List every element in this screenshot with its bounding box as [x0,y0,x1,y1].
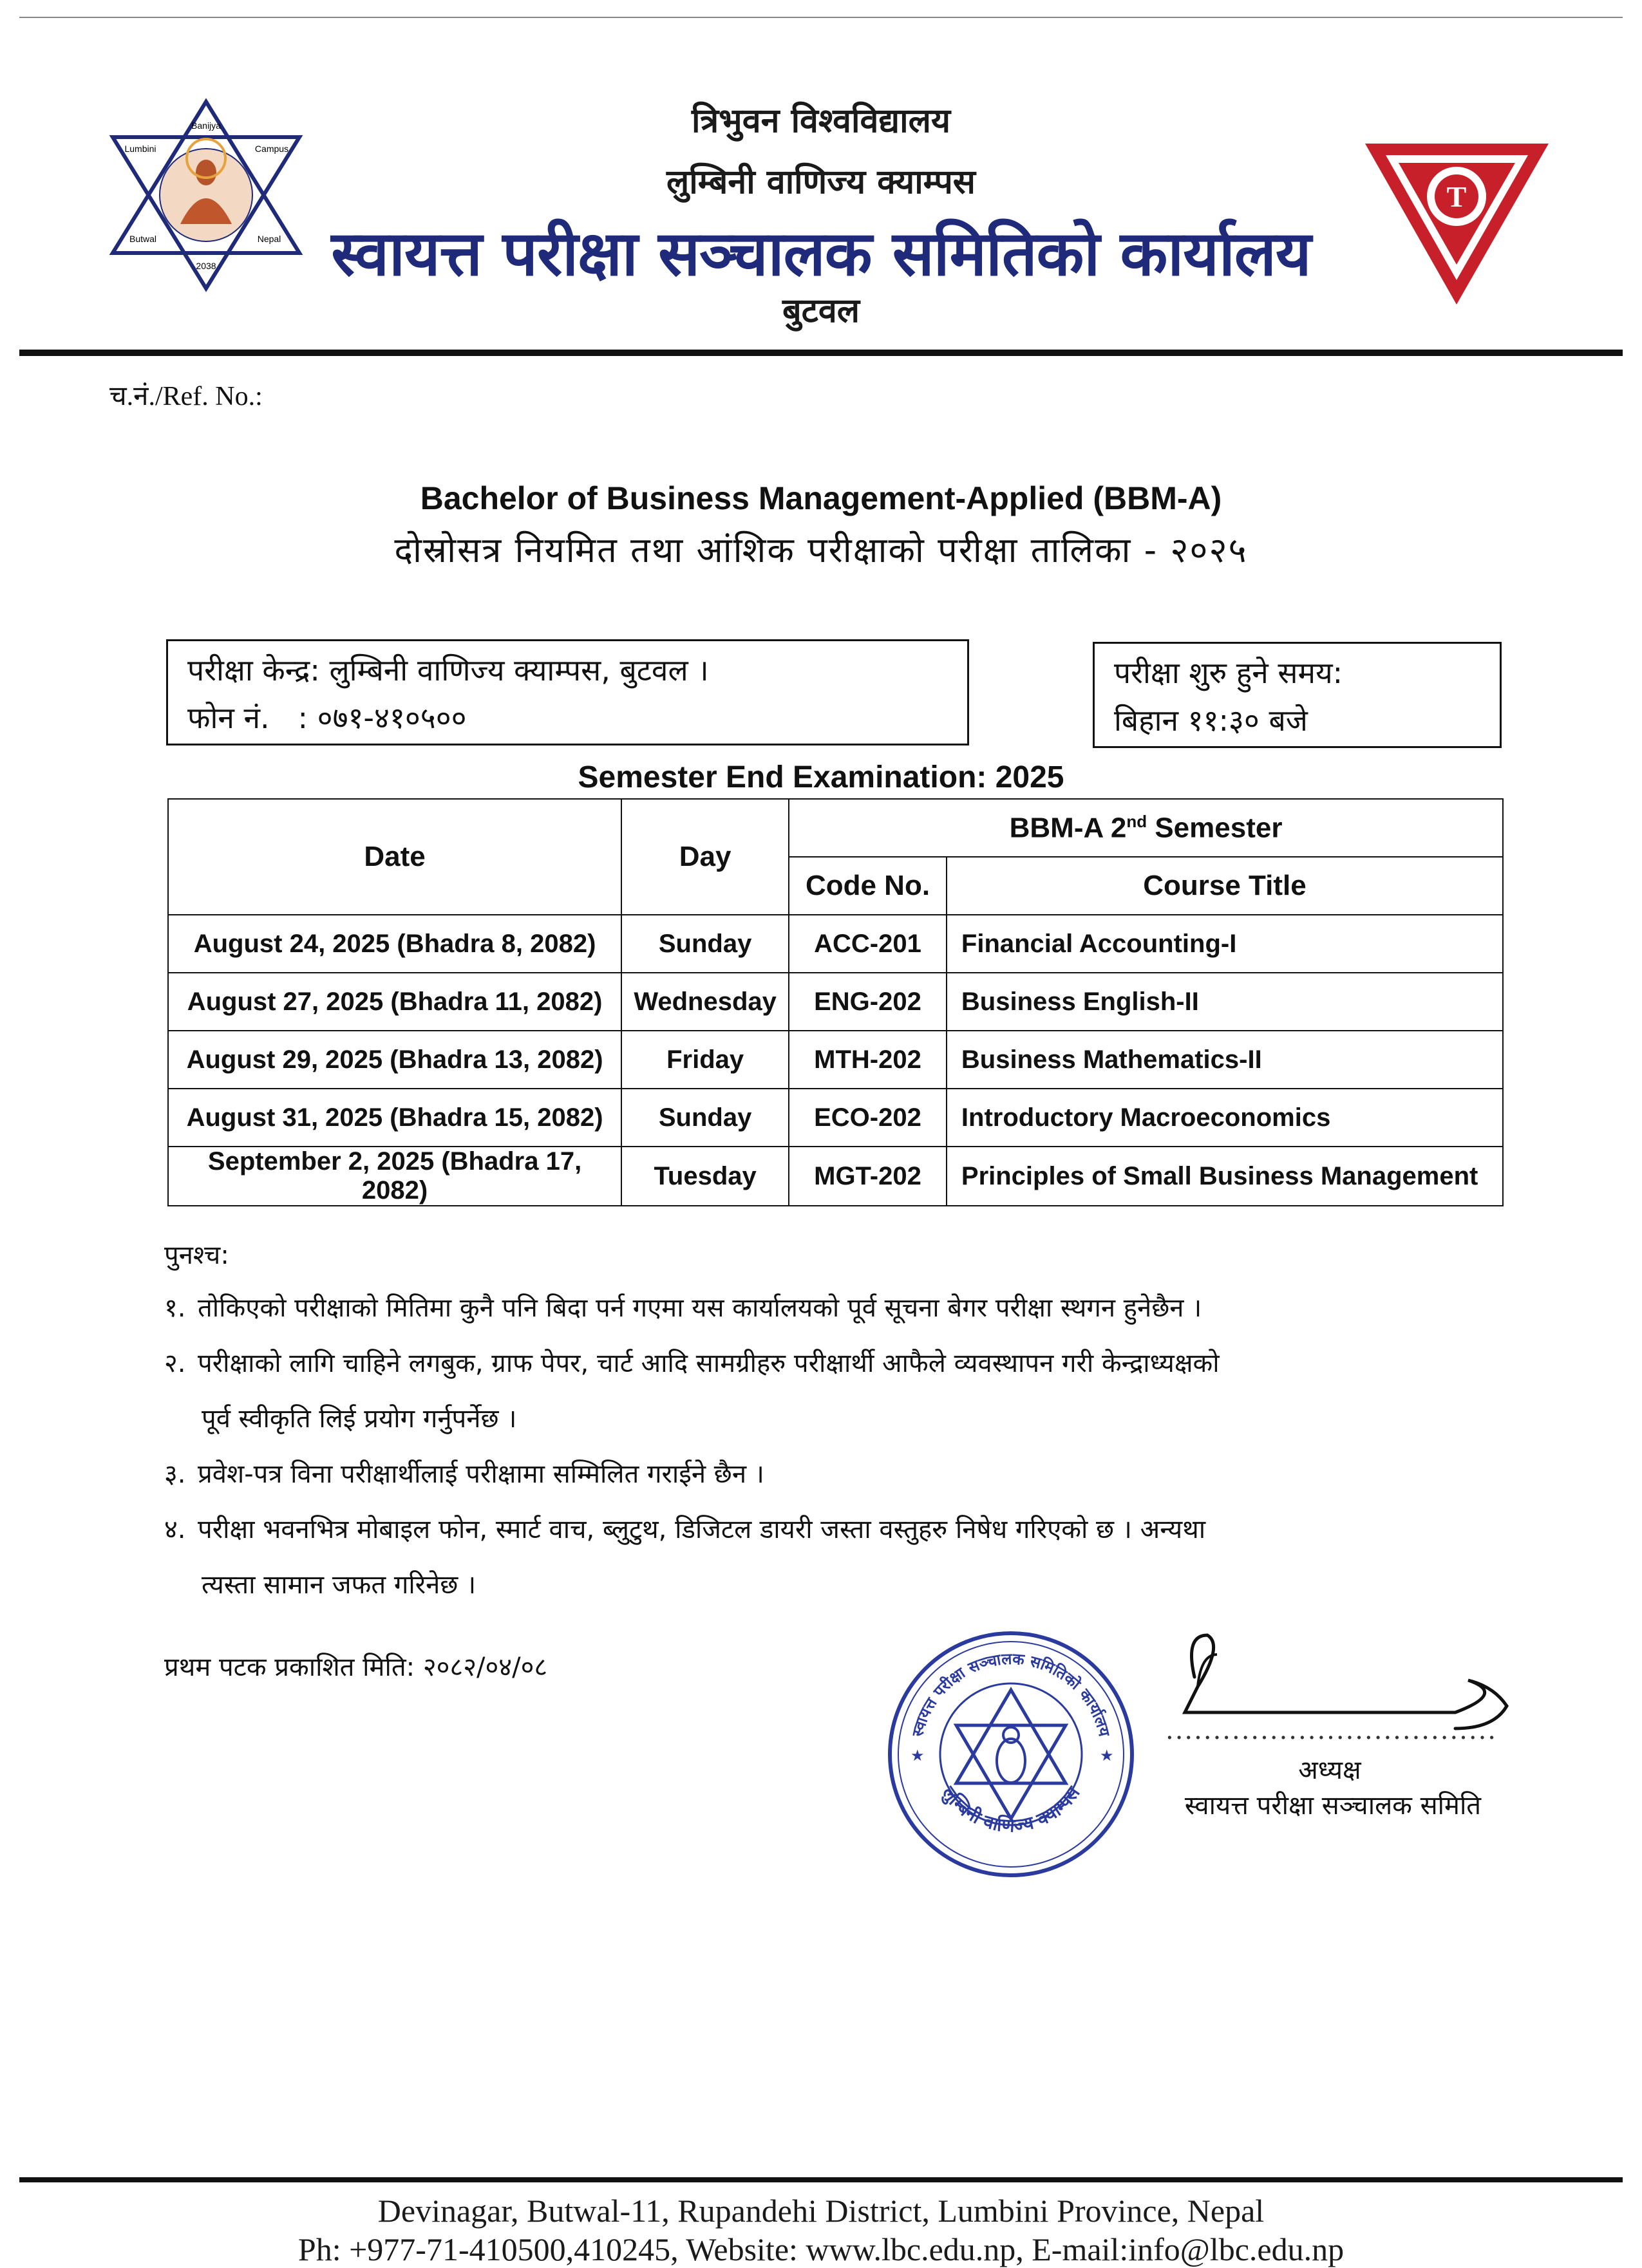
published-date: प्रथम पटक प्रकाशित मिति: २०८२/०४/०८ [164,1653,548,1682]
row-code: ENG-202 [789,973,947,1031]
top-border-line [19,17,1623,18]
logo-text-bottom: 2038 [196,261,216,271]
row-date: August 29, 2025 (Bhadra 13, 2082) [168,1031,621,1089]
row-course-title: Business English-II [947,973,1503,1031]
svg-text:★: ★ [1100,1747,1114,1765]
header-divider [19,350,1623,356]
schedule-title: दोस्रोसत्र नियमित तथा आंशिक परीक्षाको परीक्षा तालिका - २०२५ [394,530,1248,570]
svg-text:T: T [1446,180,1467,213]
exam-center-line: परीक्षा केन्द्र: लुम्बिनी वाणिज्य क्याम्पस, बुटवल । [187,653,709,688]
row-date: August 24, 2025 (Bhadra 8, 2082) [168,915,621,973]
city-name: बुटवल [782,292,860,330]
note-number: १. [164,1293,186,1323]
row-course-title: Financial Accounting-I [947,915,1503,973]
row-date: August 27, 2025 (Bhadra 11, 2082) [168,973,621,1031]
note-number: ३. [164,1459,186,1489]
exam-time-value: बिहान ११:३० बजे [1114,703,1308,738]
row-course-title: Business Mathematics-II [947,1031,1503,1089]
logo-text-bottom-left: Butwal [129,234,157,244]
note-text: परीक्षाको लागि चाहिने लगबुक, ग्राफ पेपर, चार्ट आदि सामग्रीहरु परीक्षार्थी आफैले व्यवस्थापन गरी केन्द्राध्यक्षको [198,1349,1220,1378]
row-date: September 2, 2025 (Bhadra 17, 2082) [168,1147,621,1206]
reference-number-label: च.नं./Ref. No.: [109,382,263,411]
logo-text-top: Banijya [191,120,221,131]
semester-heading: Semester End Examination: 2025 [578,760,1064,794]
university-name: त्रिभुवन विश्वविद्यालय [691,102,951,140]
signature-line: ................................... [1165,1716,1498,1745]
row-day: Wednesday [621,973,789,1031]
footer-contact: Ph: +977-71-410500,410245, Website: www.lbc.edu.np, E-mail:info@lbc.edu.np [297,2231,1345,2267]
row-course-title: Introductory Macroeconomics [947,1089,1503,1147]
row-day: Sunday [621,1089,789,1147]
header-code: Code No. [789,857,947,915]
note-item [164,1447,1504,1502]
row-code: MGT-202 [789,1147,947,1206]
svg-text:★: ★ [911,1747,925,1765]
notes-heading: पुनश्च: [164,1241,229,1270]
row-day: Friday [621,1031,789,1089]
seal-bottom-text: लुम्बिनी वाणिज्य क्याम्पस [938,1783,1084,1837]
logo-text-left: Lumbini [124,144,156,154]
table-row [168,973,1503,1031]
note-text: प्रवेश-पत्र विना परीक्षार्थीलाई परीक्षामा सम्मिलित गराईने छैन । [198,1459,764,1489]
signatory-title: अध्यक्ष [1298,1756,1361,1785]
table-row [168,1031,1503,1089]
note-continuation: पूर्व स्वीकृति लिई प्रयोग गर्नुपर्नेछ । [202,1404,517,1434]
row-day: Sunday [621,915,789,973]
program-name: BBM-A 2 [1009,812,1127,844]
row-day: Tuesday [621,1147,789,1206]
svg-text:लुम्बिनी वाणिज्य क्याम्पस [937,1782,1084,1837]
header-course-title: Course Title [947,857,1503,915]
header-program [789,799,1503,857]
exam-schedule-table [167,798,1504,1206]
logo-text-right: Campus [254,144,289,154]
signatory-committee: स्वायत्त परीक्षा सञ्चालक समिति [1184,1791,1482,1821]
program-superscript: nd [1126,811,1147,831]
header-day: Day [621,799,789,915]
tribhuvan-university-logo-icon [1359,138,1555,309]
exam-time-label: परीक्षा शुरु हुने समय: [1114,655,1343,690]
note-number: ४. [164,1515,186,1544]
office-seal-icon [882,1626,1140,1883]
note-text: परीक्षा भवनभित्र मोबाइल फोन, स्मार्ट वाच, ब्लुटुथ, डिजिटल डायरी जस्ता वस्तुहरु निषेध गरिएको छ । अन्यथा [198,1515,1206,1544]
footer-address: Devinagar, Butwal-11, Rupandehi District, Lumbini Province, Nepal [377,2193,1265,2229]
exam-time-box [1093,642,1502,748]
notes-section [164,1236,1504,1613]
note-item [164,1502,1504,1613]
note-continuation: त्यस्ता सामान जफत गरिनेछ । [202,1570,477,1600]
phone-line: फोन नं. : ०७१-४१०५०० [187,700,467,735]
exam-center-box [166,639,969,745]
header-date: Date [168,799,621,915]
note-number: २. [164,1349,186,1378]
row-code: ACC-201 [789,915,947,973]
program-title: Bachelor of Business Management-Applied (BBM-A) [420,480,1222,516]
footer-divider [19,2177,1623,2182]
program-suffix: Semester [1147,812,1283,844]
table-row [168,1147,1503,1206]
table-row [168,915,1503,973]
note-item [164,1280,1504,1336]
row-code: ECO-202 [789,1089,947,1147]
row-course-title: Principles of Small Business Management [947,1147,1503,1206]
seal-top-text: स्वायत्त परीक्षा सञ्चालक समितिको कार्यालय [908,1649,1114,1738]
row-code: MTH-202 [789,1031,947,1089]
note-text: तोकिएको परीक्षाको मितिमा कुनै पनि बिदा पर्न गएमा यस कार्यालयको पूर्व सूचना बेगर परीक्षा स्थगन हुनेछैन । [198,1293,1202,1323]
table-row [168,1089,1503,1147]
logo-text-bottom-right: Nepal [257,234,281,244]
row-date: August 31, 2025 (Bhadra 15, 2082) [168,1089,621,1147]
campus-name: लुम्बिनी वाणिज्य क्याम्पस [666,163,976,201]
note-item [164,1336,1504,1447]
office-name: स्वायत्त परीक्षा सञ्चालक समितिको कार्यालय [331,218,1311,290]
